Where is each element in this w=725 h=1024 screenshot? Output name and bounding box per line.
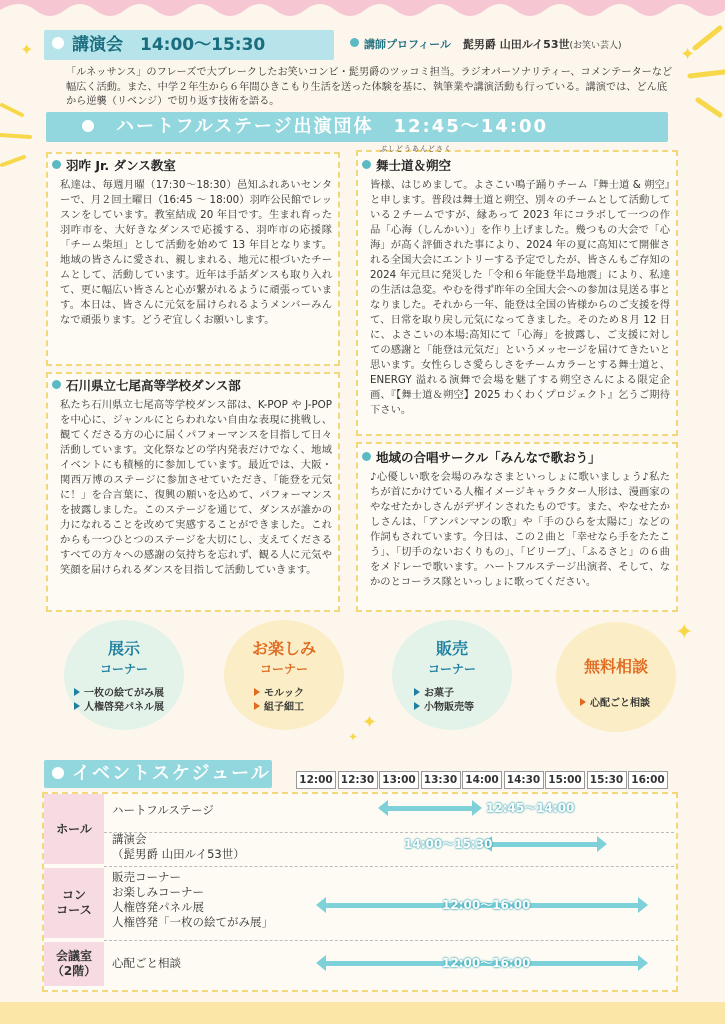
lecturer-suffix: (お笑い芸人) — [569, 41, 622, 51]
corner-title: お楽しみ — [251, 639, 316, 658]
corner-subtitle: コーナー — [99, 662, 148, 676]
schedule-category-concourse — [44, 868, 104, 938]
corner-item — [254, 684, 304, 699]
corner-item-label: 小物販売等 — [424, 702, 474, 713]
corner-item — [580, 694, 650, 709]
lecture-header-bar — [44, 30, 334, 60]
star-icon: ✦ — [348, 730, 359, 744]
triangle-bullet-icon — [254, 688, 260, 696]
corner-item — [254, 698, 304, 713]
time-header-cell: 16:00 — [628, 771, 668, 789]
corner-subtitle: コーナー — [259, 662, 308, 676]
category-label: 会議室 （2階） — [51, 949, 97, 978]
arrow-left-icon — [316, 897, 326, 913]
time-header-cell: 12:30 — [338, 771, 378, 789]
schedule-header-bar — [44, 760, 272, 788]
section-box-hakui-dance — [46, 152, 340, 366]
time-header-cell: 14:00 — [462, 771, 502, 789]
bullet-dot-icon — [362, 160, 371, 169]
section-heading — [52, 156, 176, 174]
arrow-right-icon — [638, 955, 648, 971]
event-label: 人権啓発パネル展 — [112, 900, 204, 914]
corner-item — [414, 684, 454, 699]
corner-item-label: 一枚の絵てがみ展 — [84, 688, 164, 699]
section-box-choir — [356, 442, 678, 612]
section-body: 皆様、はじめまして。よさこい鳴子踊りチーム『舞士道 & 朔空』と申します。普段は舞士道と朔空、別々のチームとして活動している２チームですが、縁あって 2023 年にコラボして一つの作品「心海（しんかい）」を作り上げました。幾つもの大会で「心海」が高く評価された事により、2024 年の夏に高知にて開催される全国大会にエントリーする予定でしたが、皆さんもご存知の 2024 年元旦に発災した「令和６年能登半島地震」により、私達の生活は急変。やむを得ず昨年の全国大会への参加は見送る事となりました。それから一年、能登は全国の皆様からのご支援を得て、日常を取り戻し元気になってきました。そのため８月 12 日に、よさこいの本場:高知にて「心海」を披露し、ご支援に対しての感謝と「能登は元気だ」というメッセージを届けてきたいと思います。女性らしさ愛らしさをチームカラーとする舞士道と、ENERGY 溢れる演舞で会場を魅了する朔空さんによる限定企画、『【舞士道＆朔空】2025 わくわくプロジェクト』乞うご期待下さい。 — [370, 179, 670, 416]
heartful-header-bar — [46, 112, 668, 142]
corner-item — [74, 698, 164, 713]
section-ruby: ぶしどうあんどさく — [380, 145, 452, 153]
corner-fun — [224, 620, 344, 730]
time-header-cell: 12:00 — [296, 771, 336, 789]
triangle-bullet-icon — [254, 702, 260, 710]
section-heading — [362, 448, 601, 466]
schedule-range-label: 12:45～14:00 — [486, 801, 575, 815]
arrow-left-icon — [316, 955, 326, 971]
time-header-cell: 13:30 — [421, 771, 461, 789]
arrow-right-icon — [597, 836, 607, 852]
bullet-dot-icon — [362, 452, 371, 461]
event-label: 人権啓発「一枚の絵てがみ展」 — [112, 915, 273, 929]
svg-text:✦: ✦ — [680, 44, 696, 65]
corner-item — [74, 684, 164, 699]
event-label: 心配ごと相談 — [112, 956, 181, 970]
schedule-event-consultation — [112, 956, 181, 971]
corner-subtitle: コーナー — [427, 662, 476, 676]
corner-title: 展示 — [107, 639, 140, 658]
schedule-event-heartful — [112, 803, 214, 818]
corner-title: 販売 — [435, 639, 468, 658]
row-divider — [104, 940, 674, 941]
schedule-event-concourse — [112, 870, 273, 930]
corner-item-label: 組子細工 — [264, 702, 304, 713]
lecture-description: 「ルネッサンス」のフレーズで大ブレークしたお笑いコンビ・髭男爵のツッコミ担当。ラジオパーソナリティー、コメンテーターなど幅広く活動。また、中学２年生から６年間ひきこもり生活を送った体験を基に、執筆業や講演活動も行っている。講演では、どん底から逆襲（リベンジ）で切り返す技術を語る。 — [66, 67, 673, 107]
section-body: 私たち石川県立七尾高等学校ダンス部は、K-POP や J-POP を中心に、ジャンルにとらわれない自由な表現に挑戦し、観てくださる方の心に届くパフォーマンスを目指して日々活動しています。文化祭などの学内発表だけでなく、地域イベントにも積極的に参加しています。最近では、大阪・関西万博のステージに参加させていただき、「能登を元気に！」を合言葉に、復興の願いを込めて、パフォーマンスを披露しました。このステージを通じて、ダンスが誰かの力になれることを改めて実感することができました。これからも一つひとつのステージを大切にし、支えてくださるすべての方々への感謝の気持ちを忘れず、観る人に元気や笑顔を届けられるダンスを目指して活動していきます。 — [60, 399, 332, 576]
event-label: 販売コーナー — [112, 870, 181, 884]
star-icon: ✦ — [20, 40, 34, 59]
section-box-nanao-dance — [46, 372, 340, 612]
section-box-bushido — [356, 145, 678, 436]
corner-consultation — [556, 622, 676, 732]
top-wave-decoration — [0, 0, 725, 22]
corner-item-label: お菓子 — [424, 688, 454, 699]
bullet-dot-icon — [52, 380, 61, 389]
time-header-cell: 15:00 — [545, 771, 585, 789]
sunburst-left-decoration — [0, 95, 44, 185]
bullet-dot-icon — [350, 38, 359, 47]
schedule-range-bar — [490, 842, 599, 847]
row-divider — [104, 866, 674, 867]
schedule-category-hall — [44, 794, 104, 864]
heartful-title: ハートフルステージ出演団体 12:45～14:00 — [116, 116, 549, 137]
schedule-range-label: 14:00～15:30 — [404, 837, 493, 851]
bullet-dot-icon — [82, 120, 94, 132]
triangle-bullet-icon — [74, 688, 80, 696]
schedule-range-label: 12:00～16:00 — [442, 898, 531, 912]
triangle-bullet-icon — [414, 702, 420, 710]
schedule-category-meeting-room — [44, 942, 104, 986]
schedule-range-bar — [386, 806, 474, 811]
triangle-bullet-icon — [74, 702, 80, 710]
corner-exhibition — [64, 620, 184, 730]
lecture-title: 講演会 14:00～15:30 — [72, 35, 266, 55]
event-label: ハートフルステージ — [112, 803, 214, 817]
section-name: 地域の合唱サークル「みんなで歌おう」 — [376, 450, 601, 465]
bullet-dot-icon — [52, 767, 64, 779]
corner-sales — [392, 620, 512, 730]
star-icon: ✦ — [675, 620, 694, 645]
star-icon: ✦ — [362, 712, 378, 733]
event-label: 講演会 — [112, 832, 147, 846]
triangle-bullet-icon — [580, 698, 586, 706]
arrow-left-icon — [378, 800, 388, 816]
lecturer-name: 髭男爵 山田ルイ53世 — [462, 38, 570, 51]
corner-item-label: 人権啓発パネル展 — [84, 702, 164, 713]
lecturer-profile — [350, 36, 622, 52]
arrow-right-icon — [638, 897, 648, 913]
bottom-wave-decoration — [0, 1002, 725, 1024]
time-header-cell: 14:30 — [504, 771, 544, 789]
arrow-right-icon — [472, 800, 482, 816]
schedule-event-lecture — [112, 832, 245, 862]
schedule-range-label: 12:00～16:00 — [442, 956, 531, 970]
time-header-cell: 15:30 — [587, 771, 627, 789]
event-label: （髭男爵 山田ルイ53世） — [112, 847, 245, 861]
corner-item-label: モルック — [264, 688, 304, 699]
profile-label: 講師プロフィール — [364, 38, 451, 51]
bullet-dot-icon — [52, 160, 61, 169]
bullet-dot-icon — [52, 37, 64, 49]
time-header-cell: 13:00 — [379, 771, 419, 789]
section-heading — [52, 376, 241, 394]
triangle-bullet-icon — [414, 688, 420, 696]
category-label: コン コース — [56, 888, 92, 917]
section-heading — [362, 156, 451, 174]
section-body: 私達は、毎週月曜（17:30～18:30）邑知ふれあいセンターで、月２回土曜日（16:45 ～ 18:00）羽咋公民館でレッスンをしています。教室結成 20 年目です。生まれ育った羽咋市を、大好きなダンスで応援する、羽咋市の応援隊「チーム柴垣」として活動を始めて 13 年目となります。地域の皆さんに愛され、親しまれる、地元に根づいたチームとして、活動しています。近年は手話ダンスも取り入れて、更に幅広い皆さんと心が繋がれるように頑張っています。本日は、皆さんに元気を届けられるようメンバーみんなで頑張ります。どうぞ宜しくお願いします。 — [60, 179, 332, 326]
corner-item — [414, 698, 474, 713]
category-label: ホール — [56, 821, 92, 836]
section-name: 羽咋 Jr. ダンス教室 — [66, 158, 176, 173]
event-label: お楽しみコーナー — [112, 885, 204, 899]
corner-title: 無料相談 — [583, 657, 648, 676]
schedule-title: イベントスケジュール — [72, 763, 271, 784]
corner-item-label: 心配ごと相談 — [590, 698, 650, 709]
section-name: 舞士道＆朔空 — [376, 158, 452, 173]
section-name: 石川県立七尾高等学校ダンス部 — [66, 378, 241, 393]
section-body: ♪心優しい歌を会場のみなさまといっしょに歌いましょう♪私たちが首にかけている人権イメージキャラクター人形は、漫画家のやなせたかしさんがデザインされたものです。また、やなせたかしさんは、「アンパンマンの歌」や「手のひらを太陽に」などの作詞もされています。今日は、この２曲と「幸せなら手をたたこう」、「切手のないおくりもの」、「ビリーブ」、「ふるさと」の６曲をメドレーで歌います。ハートフルステージ出演者、そして、なかのとコーラス隊といっしょに歌ってください。 — [370, 471, 670, 588]
